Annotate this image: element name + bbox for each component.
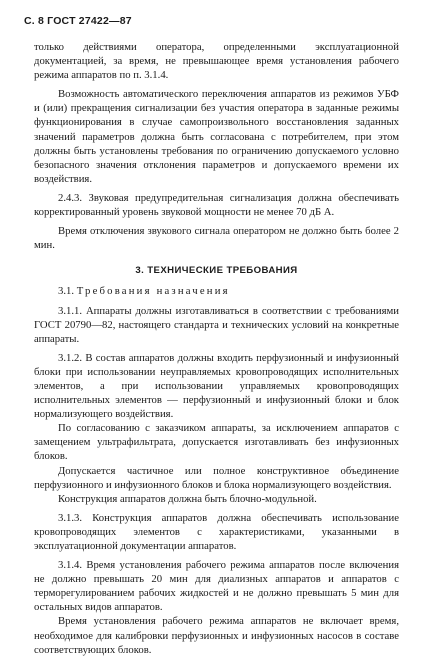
paragraph: 3.1.4. Время установления рабочего режима аппаратов после включения не должно превышать 20 мин для диализных аппаратов и аппаратов с терморегулированием рабочих жидкостей и не должно превышать 5 мин для остальных видов аппаратов. [34,559,399,614]
paragraph: 3.1.1. Аппараты должны изготавливаться в соответствии с требованиями ГОСТ 20790—82, настоящего стандарта и технических условий на конкретные аппараты. [34,304,399,345]
paragraph: Время установления рабочего режима аппаратов не включает время, необходимое для калибровки перфузионных и инфузионных насосов в составе соответствующих блоков. [34,615,399,656]
section-title: 3. ТЕХНИЧЕСКИЕ ТРЕБОВАНИЯ [135,265,298,277]
subsection-number: 3.1. [58,285,75,298]
paragraph: Конструкция аппаратов должна быть блочно-модульной. [58,492,317,505]
paragraph: 2.4.3. Звуковая предупредительная сигнализация должна обеспечивать корректированный уровень звуковой мощности не менее 70 дБ А. [34,191,399,219]
page-header: С. 8 ГОСТ 27422—87 [24,15,132,27]
document-body [34,40,399,657]
paragraph: Время отключения звукового сигнала оператором не должно быть более 2 мин. [34,225,399,252]
paragraph: только действиями оператора, определенными эксплуатационной документацией, за время, не превышающее время установления рабочего режима аппаратов по п. 3.1.4. [34,41,399,82]
paragraph: Возможность автоматического переключения аппаратов из режимов УБФ и (или) прекращения сигнализации без участия оператора в заданные режимы функционирования в случае самопроизвольного восстановления заданных значений параметров должна быть согласована с потребителем, при этом должны быть установлены требования по ограничению допускаемого условно безопасного значения отклонения параметров и допускаемого времени их воздействия. [34,88,399,185]
paragraph: По согласованию с заказчиком аппараты, за исключением аппаратов с замещением ультрафильтрата, допускается изготавливать без инфузионных блоков. [34,422,399,463]
paragraph: 3.1.2. В состав аппаратов должны входить перфузионный и инфузионный блоки при использовании неуправляемых кровопроводящих исполнительных элементов, а при использовании управляемых кровопроводящих исполнительных элементов — перфузионный и инфузионный блоки и блок нормализующего воздействия. [34,351,399,421]
subsection-title [34,284,399,298]
paragraph: Допускается частичное или полное конструктивное объединение перфузионного и инфузионного блоков и блока нормализующего воздействия. [34,464,399,491]
paragraph: 3.1.3. Конструкция аппаратов должна обеспечивать использование кровопроводящих элементов с характеристиками, указанными в эксплуатационной документации аппаратов. [34,511,399,552]
subsection-label: Требования назначения [76,285,230,298]
